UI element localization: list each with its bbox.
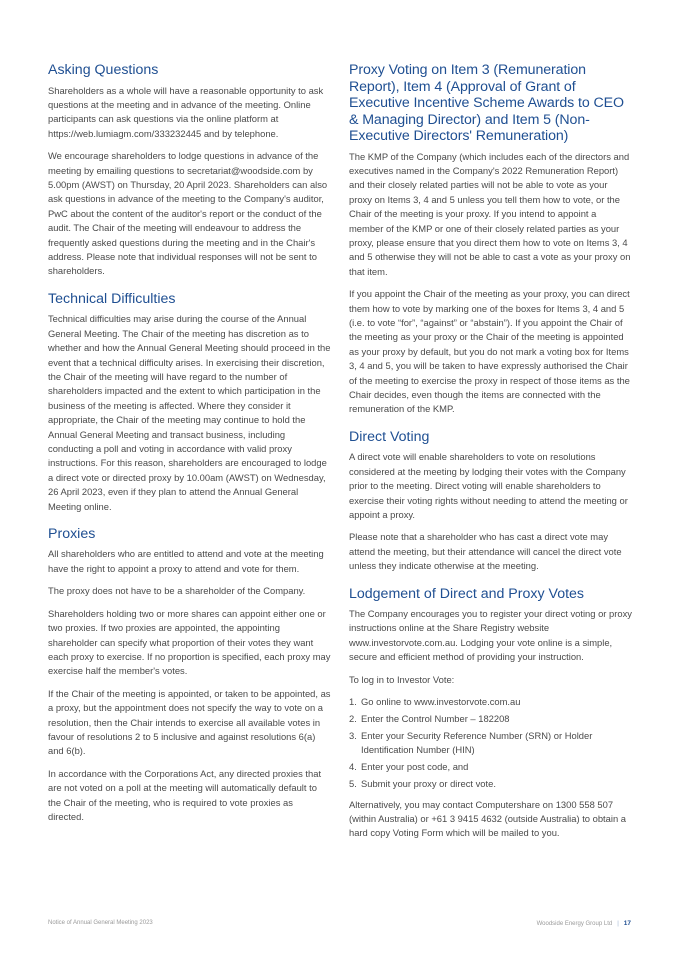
footer-document-title: Notice of Annual General Meeting 2023 xyxy=(48,920,153,926)
heading-asking-questions: Asking Questions xyxy=(48,62,159,78)
footer-right xyxy=(537,920,631,927)
paragraph: All shareholders who are entitled to attend and vote at the meeting have the right to appoint a proxy to attend and vote for them. xyxy=(48,548,324,574)
section-lodgement xyxy=(349,586,632,841)
step-number: 2. xyxy=(349,713,357,724)
step-text: Submit your proxy or direct vote. xyxy=(361,778,496,790)
step-text: Enter your Security Reference Number (SRN) or Holder Identification Number (HIN) xyxy=(361,729,593,756)
paragraph: If you appoint the Chair of the meeting as your proxy, you can direct them how to vote by marking one of the boxes for Items 3, 4 and 5 (i.e. to vote “for”, “against” or “abstain”). If you appoint the Chair of the meeting as your proxy or the Chair of the meeting is appointed as your proxy by default, but you do not mark a voting box for Items 3, 4 and 5, you will be taken to have expressly authorised the Chair of the meeting to exercise the proxy in respect of those items as the Chair decides, even though the items are connected with the remuneration of the KMP. xyxy=(349,288,630,415)
paragraph: The proxy does not have to be a shareholder of the Company. xyxy=(48,585,306,597)
paragraph: The KMP of the Company (which includes each of the directors and executives named in the Company's 2022 Remuneration Report) and their closely related parties will not be able to vote as your proxy on Items 3, 4 and 5 unless you tell them how to vote, or the Chair of the meeting is your proxy. If you intend to appoint a member of the KMP or one of their closely related parties as your proxy, please ensure that you direct them how to vote on Items 3, 4 and 5 otherwise they will not be able to cast a vote as your proxy on that item. xyxy=(349,150,631,277)
step-text: Enter your post code, and xyxy=(361,761,469,773)
right-column xyxy=(349,62,632,853)
list-item xyxy=(349,695,632,709)
list-item xyxy=(349,712,632,726)
paragraph: Alternatively, you may contact Computershare on 1300 558 507 (within Australia) or +61 3 9415 4632 (outside Australia) to obtain a hard copy Voting Form which will be mailed to you. xyxy=(349,798,626,839)
list-item xyxy=(349,729,632,758)
section-asking-questions xyxy=(48,62,331,279)
heading-lodgement: Lodgement of Direct and Proxy Votes xyxy=(349,585,585,602)
page-number: 17 xyxy=(623,920,631,927)
heading-proxy-voting: Proxy Voting on Item 3 (Remuneration Report), Item 4 (Approval of Grant of Executive Incentive Scheme Awards to CEO & Managing Director) and Item 5 (Non-Executive Directors' Remuneration) xyxy=(349,62,624,144)
section-proxies xyxy=(48,526,331,824)
step-number: 4. xyxy=(349,761,357,773)
paragraph: If the Chair of the meeting is appointed, or taken to be appointed, as a proxy, but the appointment does not specify the way to vote on a resolution, then the Chair intends to exercise all available votes in favour of resolutions 2 to 5 inclusive and against resolutions 6(a) and 6(b). xyxy=(48,687,331,757)
step-text: Enter the Control Number – 182208 xyxy=(361,713,510,724)
paragraph: To log in to Investor Vote: xyxy=(349,673,455,685)
heading-technical-difficulties: Technical Difficulties xyxy=(48,290,176,307)
heading-direct-voting: Direct Voting xyxy=(349,428,430,445)
step-number: 1. xyxy=(349,696,357,708)
section-direct-voting xyxy=(349,429,632,574)
paragraph: We encourage shareholders to lodge questions in advance of the meeting by emailing questions to secretariat@woodside.com by 5.00pm (AWST) on Thursday, 20 April 2023. Shareholders can also ask questions in advance of the meeting to the Company's auditor, PwC about the content of the auditor's report or the conduct of the audit. The Chair of the meeting will endeavour to address the frequently asked questions during the meeting and in the Chair's address. Please note that individual responses will not be sent to shareholders. xyxy=(48,150,328,277)
section-proxy-voting xyxy=(349,62,632,417)
paragraph: The Company encourages you to register your direct voting or proxy instructions online at the Share Registry website www.investorvote.com.au. Lodging your vote online is a simple, secure and efficient method of providing your instruction. xyxy=(349,608,632,663)
paragraph: Please note that a shareholder who has cast a direct vote may attend the meeting, but their attendance will cancel the direct vote unless they indicate otherwise at the meeting. xyxy=(349,531,622,572)
heading-proxies: Proxies xyxy=(48,525,96,542)
left-column xyxy=(48,62,331,836)
paragraph: Technical difficulties may arise during the course of the Annual General Meeting. The Chair of the meeting has discretion as to whether and how the Annual General Meeting should proceed in the event that a technical difficulty arises. In exercising their discretion, the Chair of the meeting will have regard to the number of shareholders impacted and the extent to which participation in the business of the meeting is affected. Where they consider it appropriate, the Chair of the meeting may continue to hold the Annual General Meeting and transact business, including conducting a poll and voting in accordance with valid proxy instructions. For this reason, shareholders are encouraged to lodge a direct vote or directed proxy by 10.00am (AWST) on Wednesday, 26 April 2023, even if they plan to attend the Annual General Meeting online. xyxy=(48,313,331,512)
login-steps-list xyxy=(349,695,632,791)
step-number: 5. xyxy=(349,778,357,790)
paragraph: Shareholders as a whole will have a reasonable opportunity to ask questions at the meeting and in advance of the meeting. Online participants can ask questions via the online platform at https://web.lumiagm.com/333232445 and by telephone. xyxy=(48,84,324,139)
footer-separator: | xyxy=(617,921,619,927)
paragraph: Shareholders holding two or more shares can appoint either one or two proxies. If two proxies are appointed, the appointing shareholder can specify what proportion of their votes they want each proxy to exercise. If no proportion is specified, each proxy may exercise half the member's votes. xyxy=(48,607,331,677)
step-number: 3. xyxy=(349,729,357,741)
footer-company: Woodside Energy Group Ltd xyxy=(536,921,613,927)
paragraph: In accordance with the Corporations Act, any directed proxies that are not voted on a poll at the meeting will automatically default to the Chair of the meeting, who is required to vote proxies as directed. xyxy=(48,767,322,822)
paragraph: A direct vote will enable shareholders to vote on resolutions considered at the meeting by lodging their votes with the Company prior to the meeting. Direct voting will enable shareholders to exercise their voting rights without needing to attend the meeting or appoint a proxy. xyxy=(349,451,628,520)
section-technical-difficulties xyxy=(48,291,331,514)
step-text: Go online to www.investorvote.com.au xyxy=(361,696,521,708)
list-item xyxy=(349,777,632,791)
list-item xyxy=(349,760,632,774)
